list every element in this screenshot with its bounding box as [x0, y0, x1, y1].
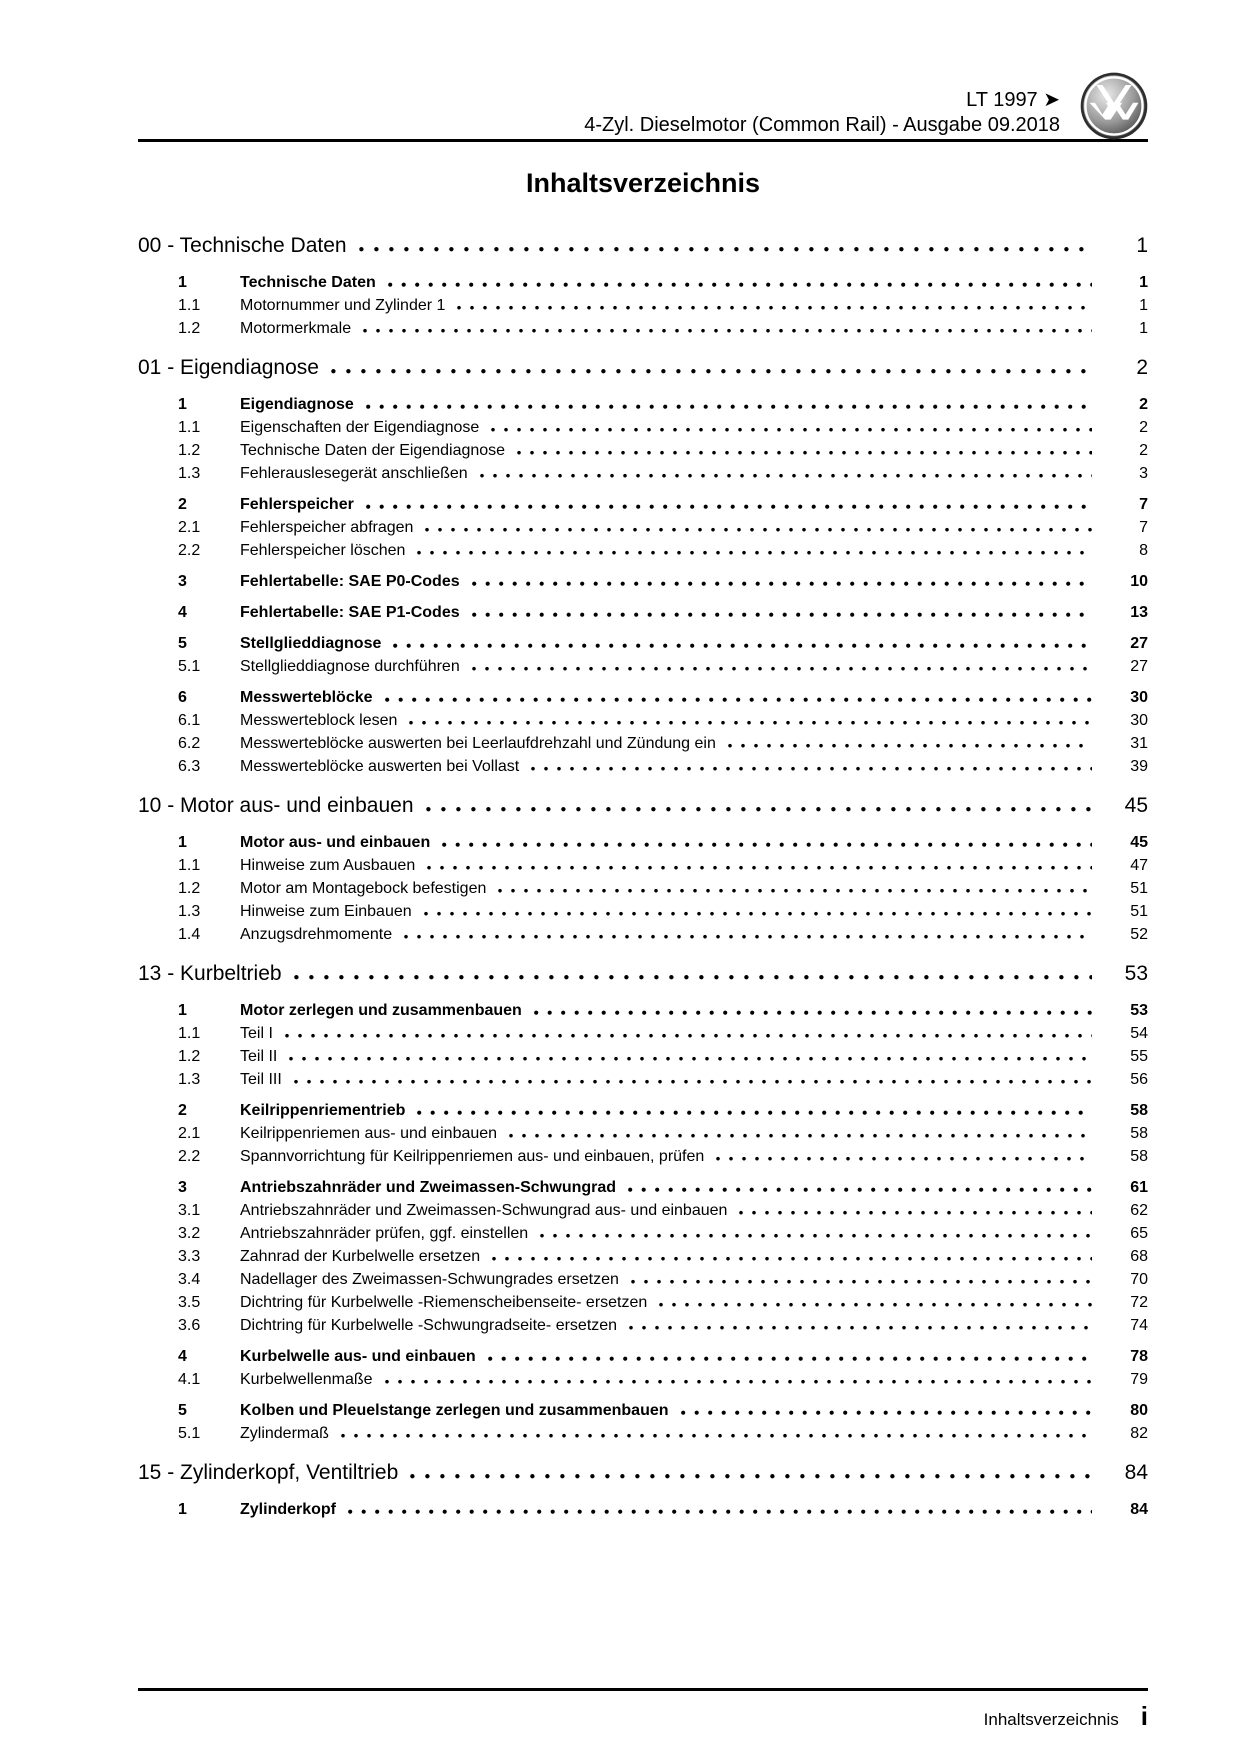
toc-subsection-row	[138, 655, 1148, 678]
toc-page-number: 45	[1130, 834, 1148, 851]
dot-leader	[509, 1133, 1092, 1138]
toc-entry-number: 3.3	[178, 1248, 201, 1265]
toc-entry-number: 1.1	[178, 1025, 201, 1042]
toc-section-row	[138, 271, 1148, 294]
dot-leader	[540, 1233, 1092, 1238]
toc-entry-number: 2	[178, 1102, 187, 1119]
toc-page-number: 7	[1139, 519, 1148, 536]
toc-entry-number: 1	[178, 1501, 187, 1518]
toc-subsection-row	[138, 923, 1148, 946]
toc-entry-number: 3.4	[178, 1271, 201, 1288]
toc-entry-number: 1.1	[178, 297, 201, 314]
toc-page-number: 13	[1130, 604, 1148, 621]
toc-section-row	[138, 686, 1148, 709]
toc-entry-label: 10 - Motor aus- und einbauen	[138, 794, 414, 817]
toc-page-number: 2	[1139, 419, 1148, 436]
toc-page-number: 30	[1130, 689, 1148, 706]
dot-leader	[393, 643, 1092, 648]
toc-entry-number: 5.1	[178, 658, 201, 675]
dot-leader	[341, 1433, 1092, 1438]
toc-subsection-row	[138, 709, 1148, 732]
toc-entry-number: 2.1	[178, 519, 201, 536]
toc-subsection-row	[138, 539, 1148, 562]
toc-entry-label: Teil II	[240, 1048, 278, 1065]
toc-entry-label: Teil III	[240, 1071, 282, 1088]
toc-section-row	[138, 393, 1148, 416]
toc-page-number: 58	[1130, 1102, 1148, 1119]
toc-section-row	[138, 570, 1148, 593]
toc-entry-label: Fehlerspeicher abfragen	[240, 519, 414, 536]
toc-entry-number: 3.6	[178, 1317, 201, 1334]
toc-page-number: 2	[1136, 356, 1148, 379]
toc-page-number: 30	[1130, 712, 1148, 729]
dot-leader	[472, 612, 1092, 617]
toc-entry-label: Motor aus- und einbauen	[240, 834, 431, 851]
toc-entry-number: 1.2	[178, 880, 201, 897]
toc-entry-label: Dichtring für Kurbelwelle -Riemenscheibenseite- ersetzen	[240, 1294, 648, 1311]
toc-subsection-row	[138, 1268, 1148, 1291]
toc-entry-label: Motormerkmale	[240, 320, 352, 337]
dot-leader	[728, 743, 1092, 748]
dot-leader	[492, 1256, 1092, 1261]
toc-entry-label: Motor zerlegen und zusammenbauen	[240, 1002, 522, 1019]
toc-page-number: 10	[1130, 573, 1148, 590]
toc-entry-label: Antriebszahnräder und Zweimassen-Schwungrad	[240, 1179, 617, 1196]
toc-entry-number: 4	[178, 1348, 187, 1365]
toc-section-row	[138, 999, 1148, 1022]
toc-entry-label: 15 - Zylinderkopf, Ventiltrieb	[138, 1461, 399, 1484]
dot-leader	[366, 404, 1092, 409]
toc-page-number: 53	[1124, 962, 1148, 985]
toc-entry-label: Motornummer und Zylinder 1	[240, 297, 446, 314]
dot-leader	[359, 246, 1092, 252]
page-footer	[138, 1688, 1148, 1732]
dot-leader	[404, 934, 1092, 939]
toc-entry-label: Kurbelwelle aus- und einbauen	[240, 1348, 476, 1365]
toc-entry-number: 2	[178, 496, 187, 513]
toc-entry-label: Anzugsdrehmomente	[240, 926, 393, 943]
toc-entry-number: 1.3	[178, 465, 201, 482]
toc-entry-number: 6.1	[178, 712, 201, 729]
dot-leader	[628, 1187, 1092, 1192]
toc-entry-number: 1.2	[178, 320, 201, 337]
toc-entry-label: Stellglieddiagnose durchführen	[240, 658, 460, 675]
toc-page-number: 8	[1139, 542, 1148, 559]
footer-label: Inhaltsverzeichnis	[983, 1710, 1119, 1729]
toc-subsection-row	[138, 1422, 1148, 1445]
toc-subsection-row	[138, 1368, 1148, 1391]
toc-subsection-row	[138, 1022, 1148, 1045]
toc-chapter-row	[138, 957, 1148, 991]
header-subtitle: 4-Zyl. Dieselmotor (Common Rail) - Ausgabe 09.2018	[584, 114, 1060, 136]
toc-entry-label: Fehlerauslesegerät anschließen	[240, 465, 468, 482]
dot-leader	[488, 1356, 1092, 1361]
toc-page-number: 47	[1130, 857, 1148, 874]
toc-page-number: 55	[1130, 1048, 1148, 1065]
toc-entry-number: 1.1	[178, 857, 201, 874]
toc-page-number: 2	[1139, 442, 1148, 459]
toc-entry-number: 3	[178, 1179, 187, 1196]
toc-page-number: 68	[1130, 1248, 1148, 1265]
toc-section-row	[138, 1345, 1148, 1368]
toc-subsection-row	[138, 1122, 1148, 1145]
dot-leader	[385, 697, 1092, 702]
toc-entry-number: 6.2	[178, 735, 201, 752]
toc-page-number: 45	[1124, 794, 1148, 817]
table-of-contents	[138, 229, 1148, 1521]
toc-entry-number: 1.3	[178, 903, 201, 920]
toc-entry-number: 5	[178, 635, 187, 652]
dot-leader	[631, 1279, 1092, 1284]
toc-subsection-row	[138, 416, 1148, 439]
toc-chapter-row	[138, 351, 1148, 385]
toc-subsection-row	[138, 732, 1148, 755]
toc-entry-number: 2.2	[178, 1148, 201, 1165]
toc-page-number: 74	[1130, 1317, 1148, 1334]
toc-page-number: 56	[1130, 1071, 1148, 1088]
toc-entry-number: 6	[178, 689, 187, 706]
toc-page-number: 51	[1130, 903, 1148, 920]
toc-page-number: 27	[1130, 658, 1148, 675]
toc-entry-label: Messwerteblöcke auswerten bei Leerlaufdrehzahl und Zündung ein	[240, 735, 716, 752]
toc-entry-number: 3.2	[178, 1225, 201, 1242]
toc-page-number: 62	[1130, 1202, 1148, 1219]
toc-entry-label: Eigenschaften der Eigendiagnose	[240, 419, 480, 436]
toc-subsection-row	[138, 294, 1148, 317]
dot-leader	[629, 1325, 1092, 1330]
toc-subsection-row	[138, 317, 1148, 340]
toc-entry-label: Eigendiagnose	[240, 396, 354, 413]
toc-page-number: 79	[1130, 1371, 1148, 1388]
toc-subsection-row	[138, 1291, 1148, 1314]
toc-entry-label: Fehlertabelle: SAE P0-Codes	[240, 573, 460, 590]
toc-page-number: 58	[1130, 1125, 1148, 1142]
toc-entry-label: Nadellager des Zweimassen-Schwungrades ersetzen	[240, 1271, 619, 1288]
header-model: LT 1997 ➤	[966, 89, 1060, 111]
toc-entry-label: Teil I	[240, 1025, 273, 1042]
toc-entry-label: Messwerteblöcke	[240, 689, 373, 706]
vw-logo-icon	[1080, 72, 1148, 140]
dot-leader	[409, 720, 1092, 725]
toc-entry-number: 4	[178, 604, 187, 621]
toc-section-row	[138, 1176, 1148, 1199]
toc-entry-label: Motor am Montagebock befestigen	[240, 880, 487, 897]
page-header	[138, 0, 1148, 142]
toc-entry-number: 1	[178, 274, 187, 291]
dot-leader	[348, 1509, 1092, 1514]
toc-page-number: 1	[1139, 320, 1148, 337]
toc-entry-label: Zylindermaß	[240, 1425, 329, 1442]
dot-leader	[388, 282, 1092, 287]
toc-page-number: 82	[1130, 1425, 1148, 1442]
toc-section-row	[138, 1099, 1148, 1122]
dot-leader	[716, 1156, 1092, 1161]
dot-leader	[442, 842, 1092, 847]
toc-entry-label: Zylinderkopf	[240, 1501, 337, 1518]
toc-entry-number: 1.2	[178, 442, 201, 459]
toc-subsection-row	[138, 755, 1148, 778]
toc-entry-number: 1	[178, 1002, 187, 1019]
dot-leader	[659, 1302, 1092, 1307]
toc-entry-number: 4.1	[178, 1371, 201, 1388]
toc-section-row	[138, 632, 1148, 655]
dot-leader	[472, 666, 1092, 671]
dot-leader	[427, 865, 1092, 870]
toc-subsection-row	[138, 1222, 1148, 1245]
dot-leader	[480, 473, 1092, 478]
toc-page-number: 84	[1124, 1461, 1148, 1484]
toc-subsection-row	[138, 1245, 1148, 1268]
toc-section-row	[138, 831, 1148, 854]
toc-page-number: 39	[1130, 758, 1148, 775]
dot-leader	[363, 328, 1092, 333]
toc-chapter-row	[138, 1456, 1148, 1490]
toc-page-number: 72	[1130, 1294, 1148, 1311]
toc-entry-number: 5.1	[178, 1425, 201, 1442]
dot-leader	[331, 368, 1092, 374]
toc-section-row	[138, 1399, 1148, 1422]
toc-entry-label: Spannvorrichtung für Keilrippenriemen aus- und einbauen, prüfen	[240, 1148, 705, 1165]
toc-entry-label: 01 - Eigendiagnose	[138, 356, 319, 379]
toc-entry-number: 1.2	[178, 1048, 201, 1065]
toc-subsection-row	[138, 854, 1148, 877]
toc-subsection-row	[138, 462, 1148, 485]
toc-page-number: 78	[1130, 1348, 1148, 1365]
toc-page-number: 27	[1130, 635, 1148, 652]
toc-entry-label: 00 - Technische Daten	[138, 234, 347, 257]
dot-leader	[285, 1033, 1092, 1038]
dot-leader	[426, 806, 1092, 812]
toc-page-number: 58	[1130, 1148, 1148, 1165]
dot-leader	[289, 1056, 1092, 1061]
dot-leader	[417, 1110, 1092, 1115]
toc-entry-label: Fehlerspeicher löschen	[240, 542, 406, 559]
toc-entry-label: Technische Daten	[240, 274, 376, 291]
toc-entry-label: Hinweise zum Einbauen	[240, 903, 412, 920]
toc-entry-label: Technische Daten der Eigendiagnose	[240, 442, 506, 459]
toc-entry-label: 13 - Kurbeltrieb	[138, 962, 282, 985]
toc-entry-label: Kurbelwellenmaße	[240, 1371, 373, 1388]
toc-chapter-row	[138, 789, 1148, 823]
toc-page-number: 1	[1139, 297, 1148, 314]
toc-page-number: 54	[1130, 1025, 1148, 1042]
toc-subsection-row	[138, 1145, 1148, 1168]
dot-leader	[517, 450, 1092, 455]
dot-leader	[424, 911, 1092, 916]
toc-entry-number: 2.1	[178, 1125, 201, 1142]
toc-entry-number: 1	[178, 396, 187, 413]
dot-leader	[410, 1473, 1092, 1479]
dot-leader	[681, 1410, 1092, 1415]
toc-entry-number: 5	[178, 1402, 187, 1419]
toc-subsection-row	[138, 439, 1148, 462]
dot-leader	[531, 766, 1092, 771]
toc-subsection-row	[138, 877, 1148, 900]
toc-entry-label: Fehlertabelle: SAE P1-Codes	[240, 604, 460, 621]
toc-entry-label: Zahnrad der Kurbelwelle ersetzen	[240, 1248, 481, 1265]
toc-subsection-row	[138, 1068, 1148, 1091]
toc-entry-label: Stellglieddiagnose	[240, 635, 382, 652]
toc-section-row	[138, 493, 1148, 516]
toc-entry-label: Messwerteblock lesen	[240, 712, 398, 729]
dot-leader	[294, 1079, 1092, 1084]
toc-entry-number: 2.2	[178, 542, 201, 559]
toc-entry-label: Dichtring für Kurbelwelle -Schwungradseite- ersetzen	[240, 1317, 618, 1334]
toc-page-number: 53	[1130, 1002, 1148, 1019]
header-text	[584, 88, 1060, 138]
footer-page-number: i	[1140, 1701, 1148, 1731]
page-title: Inhaltsverzeichnis	[525, 168, 761, 198]
toc-page-number: 51	[1130, 880, 1148, 897]
toc-page-number: 52	[1130, 926, 1148, 943]
dot-leader	[472, 581, 1092, 586]
dot-leader	[498, 888, 1092, 893]
toc-entry-number: 3.5	[178, 1294, 201, 1311]
toc-page-number: 3	[1139, 465, 1148, 482]
toc-entry-label: Kolben und Pleuelstange zerlegen und zusammenbauen	[240, 1402, 669, 1419]
dot-leader	[417, 550, 1092, 555]
toc-entry-label: Messwerteblöcke auswerten bei Vollast	[240, 758, 520, 775]
toc-page-number: 80	[1130, 1402, 1148, 1419]
toc-page-number: 61	[1130, 1179, 1148, 1196]
dot-leader	[385, 1379, 1092, 1384]
toc-subsection-row	[138, 1045, 1148, 1068]
toc-page-number: 65	[1130, 1225, 1148, 1242]
toc-page-number: 31	[1130, 735, 1148, 752]
dot-leader	[534, 1010, 1092, 1015]
dot-leader	[457, 305, 1092, 310]
toc-entry-label: Keilrippenriemen aus- und einbauen	[240, 1125, 498, 1142]
toc-page-number: 2	[1139, 396, 1148, 413]
toc-entry-number: 1	[178, 834, 187, 851]
toc-page-number: 1	[1139, 274, 1148, 291]
dot-leader	[294, 974, 1092, 980]
toc-entry-label: Hinweise zum Ausbauen	[240, 857, 416, 874]
toc-section-row	[138, 601, 1148, 624]
toc-page-number: 1	[1136, 234, 1148, 257]
toc-subsection-row	[138, 900, 1148, 923]
toc-entry-label: Antriebszahnräder prüfen, ggf. einstellen	[240, 1225, 529, 1242]
toc-entry-label: Keilrippenriementrieb	[240, 1102, 406, 1119]
dot-leader	[366, 504, 1092, 509]
toc-entry-label: Fehlerspeicher	[240, 496, 354, 513]
toc-section-row	[138, 1498, 1148, 1521]
toc-entry-number: 3.1	[178, 1202, 201, 1219]
toc-entry-label: Antriebszahnräder und Zweimassen-Schwungrad aus- und einbauen	[240, 1202, 728, 1219]
toc-page-number: 7	[1139, 496, 1148, 513]
toc-entry-number: 1.4	[178, 926, 201, 943]
dot-leader	[739, 1210, 1092, 1215]
toc-subsection-row	[138, 516, 1148, 539]
toc-entry-number: 3	[178, 573, 187, 590]
toc-subsection-row	[138, 1314, 1148, 1337]
toc-entry-number: 1.3	[178, 1071, 201, 1088]
toc-page-number: 84	[1130, 1501, 1148, 1518]
dot-leader	[425, 527, 1092, 532]
toc-page-number: 70	[1130, 1271, 1148, 1288]
toc-entry-number: 1.1	[178, 419, 201, 436]
toc-subsection-row	[138, 1199, 1148, 1222]
toc-entry-number: 6.3	[178, 758, 201, 775]
toc-chapter-row	[138, 229, 1148, 263]
dot-leader	[491, 427, 1092, 432]
